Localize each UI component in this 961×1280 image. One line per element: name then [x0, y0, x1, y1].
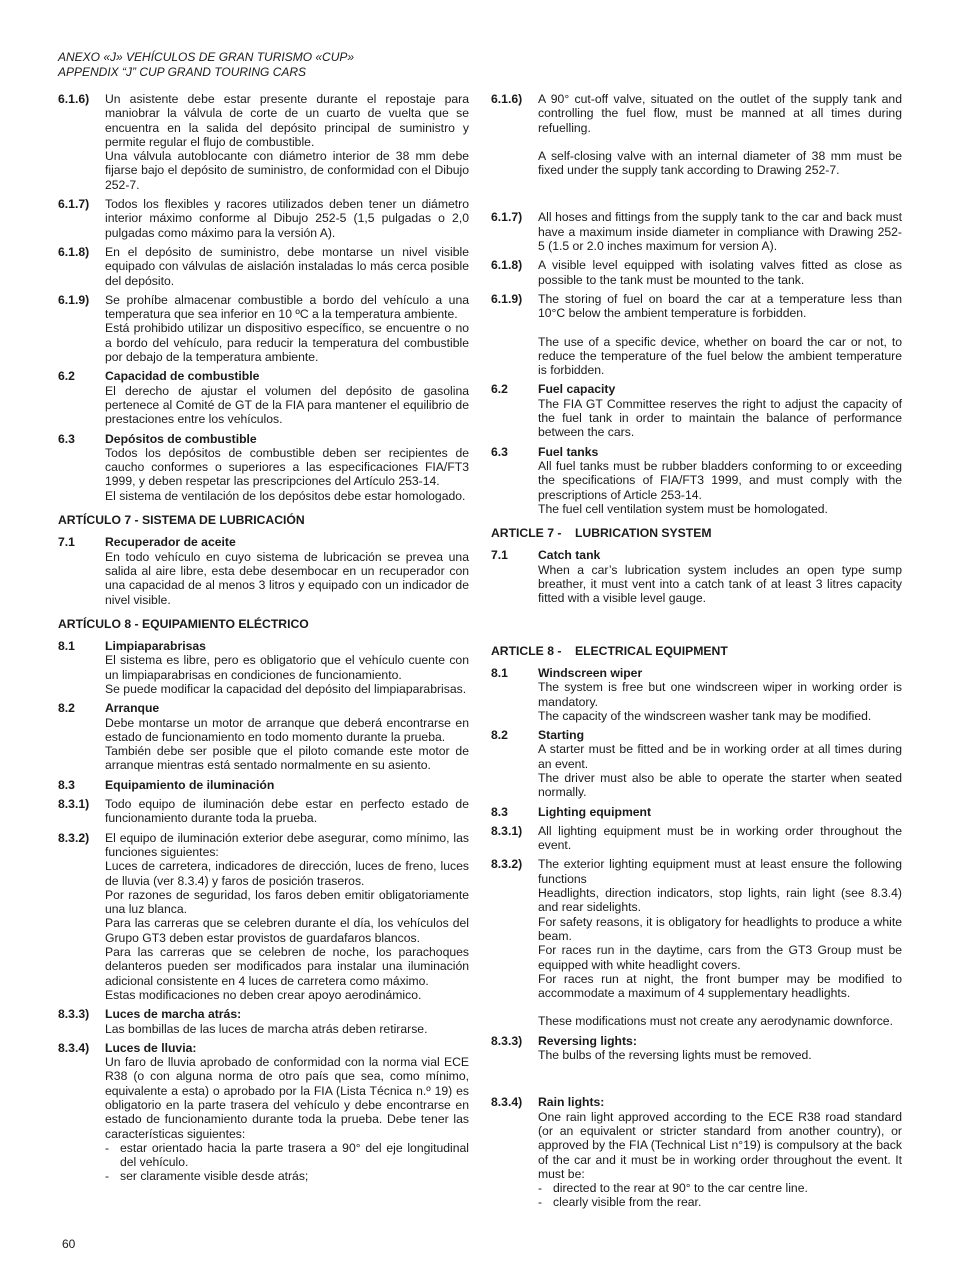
section-number: 8.3.4): [491, 1095, 523, 1110]
paragraph: The FIA GT Committee reserves the right to adjust the capacity of the fuel tank in order to maintain the balance of performance between the cars.: [538, 396, 902, 440]
section-number: 8.2: [491, 728, 508, 743]
page-header: [58, 50, 354, 80]
section-6-1-7: [58, 197, 469, 240]
paragraph: The storing of fuel on board the car at a temperature less than 10°C below the ambient temperature is forbidden.: [538, 291, 902, 321]
section-title: Reversing lights:: [538, 1033, 637, 1048]
list-item-text: ser claramente visible desde atrás;: [120, 1169, 309, 1184]
page-number: 60: [62, 1237, 76, 1251]
article-7-heading: ARTICLE 7 - LUBRICATION SYSTEM: [491, 526, 712, 541]
section-title: Lighting equipment: [538, 804, 652, 819]
paragraph: Luces de carretera, indicadores de dirección, luces de freno, luces de lluvia (ver 8.3.4) y faros de posición traseros.: [105, 859, 469, 888]
section-7-1: [58, 535, 469, 606]
paragraph: También debe ser posible que el piloto comande este motor de arranque mientras está sentado normalmente en su asiento.: [105, 744, 469, 773]
section-8-3-3: [491, 1034, 902, 1091]
section-8-3: [491, 805, 902, 819]
paragraph: A self-closing valve with an internal diameter of 38 mm must be fixed under the supply tank according to Drawing 252-7.: [538, 148, 902, 178]
paragraph: The use of a specific device, whether on board the car or not, to reduce the temperature of the fuel below the ambient temperature is forbidden.: [538, 334, 902, 378]
section-number: 6.3: [58, 431, 75, 446]
section-number: 8.3: [58, 777, 75, 792]
section-title: Fuel capacity: [538, 382, 616, 397]
section-number: 8.3.1): [58, 797, 90, 812]
paragraph: Headlights, direction indicators, stop lights, rain light (see 8.3.4) and rear sidelights.: [538, 886, 902, 915]
section-number: 7.1: [491, 548, 508, 563]
section-number: 8.1: [491, 665, 508, 680]
section-6-1-7: [491, 210, 902, 253]
section-8-1: [491, 666, 902, 723]
section-8-2: [58, 701, 469, 772]
paragraph: For safety reasons, it is obligatory for headlights to produce a white beam.: [538, 914, 902, 943]
section-title: Recuperador de aceite: [105, 535, 236, 550]
list-item: [105, 1141, 469, 1170]
paragraph: Todo equipo de iluminación debe estar en perfecto estado de funcionamiento durante toda la prueba.: [105, 797, 469, 826]
section-title: Catch tank: [538, 548, 601, 563]
paragraph: One rain light approved according to the ECE R38 road standard (or an equivalent or stricter standard from another country), or approved by the FIA (Technical List n°19) is compulsory at the back of the car and it must be in working order throughout the event. It must be:: [538, 1109, 902, 1181]
paragraph: All hoses and fittings from the supply tank to the car and back must have a maximum inside diameter in compliance with Drawing 252-5 (1.5 or 2.0 inches maximum for version A).: [538, 210, 902, 254]
article-8-heading: ARTÍCULO 8 - EQUIPAMIENTO ELÉCTRICO: [58, 616, 309, 631]
section-8-3-2: [58, 831, 469, 1003]
paragraph: These modifications must not create any aerodynamic downforce.: [538, 1014, 893, 1029]
section-number: 6.2: [58, 369, 75, 384]
list-item: [538, 1195, 902, 1209]
section-6-2: [58, 369, 469, 426]
paragraph: Para las carreras que se celebren de noche, los parachoques delanteros pueden ser modificados para instalar una iluminación adicional consistente en 4 luces de carretera como máximo.: [105, 945, 469, 988]
section-number: 6.2: [491, 382, 508, 397]
paragraph: The capacity of the windscreen washer tank may be modified.: [538, 708, 872, 723]
section-6-1-8: [58, 245, 469, 288]
paragraph: El sistema de ventilación de los depósitos debe estar homologado.: [105, 488, 466, 503]
header-line-es: ANEXO «J» VEHÍCULOS DE GRAN TURISMO «CUP»: [58, 50, 355, 64]
section-number: 6.1.6): [491, 92, 523, 106]
paragraph: Para las carreras que se celebren durante el día, los vehículos del Grupo GT3 deben estar provistos de guardafaros blancos.: [105, 916, 469, 945]
paragraph: Un asistente debe estar presente durante el repostaje para maniobrar la válvula de corte de un cuarto de vuelta que se encuentra en la salida del depósito principal de suministro y permite regular el flujo de combustible.: [105, 92, 469, 149]
section-title: Limpiaparabrisas: [105, 639, 206, 654]
paragraph: Todos los depósitos de combustible deben ser recipientes de caucho conformes o superiores a las especificaciones FIA/FT3 1999, y deben respetar las prescripciones del Artículo 253-14.: [105, 445, 469, 489]
section-number: 8.3.3): [491, 1033, 523, 1048]
section-number: 8.3: [491, 804, 508, 819]
paragraph: Por razones de seguridad, los faros deben emitir obligatoriamente una luz blanca.: [105, 887, 469, 917]
list-item: [538, 1181, 902, 1195]
paragraph: All fuel tanks must be rubber bladders conforming to or exceeding the specifications of FIA/FT3 1999, and must comply with the prescriptions of Article 253-14.: [538, 458, 902, 502]
paragraph: A starter must be fitted and be in working order at all times during an event.: [538, 742, 902, 771]
section-number: 8.3.1): [491, 823, 523, 838]
section-title: Equipamiento de iluminación: [105, 777, 275, 792]
list-item-text: estar orientado hacia la parte trasera a 90° del eje longitudinal del vehículo.: [120, 1140, 469, 1170]
section-6-1-9: [491, 292, 902, 377]
header-line-en: APPENDIX “J” CUP GRAND TOURING CARS: [58, 65, 307, 79]
section-number: 7.1: [58, 535, 75, 550]
section-title: Luces de marcha atrás:: [105, 1007, 242, 1022]
section-number: 6.1.9): [58, 292, 90, 307]
paragraph: Estas modificaciones no deben crear apoyo aerodinámico.: [105, 987, 422, 1002]
section-6-3: [491, 445, 902, 516]
section-title: Windscreen wiper: [538, 665, 643, 680]
section-number: 8.3.2): [491, 857, 523, 872]
section-8-3-1: [58, 797, 469, 826]
section-6-1-6: [58, 92, 469, 192]
section-8-3-4: [58, 1041, 469, 1184]
paragraph: En el depósito de suministro, debe montarse un nivel visible equipado con válvulas de aislación instaladas lo más cerca posible del depósito.: [105, 244, 469, 288]
paragraph: Un faro de lluvia aprobado de conformidad con la norma vial ECE R38 (o con alguna norma de otro país que sea, como mínimo, equivalente a esta) o aprobado por la FIA (Lista Técnica n.º 19) es obligatorio en la parte trasera del vehículo y debe encontrarse en estado de funcionamiento durante toda la prueba. Debe tener las características siguientes:: [105, 1055, 469, 1141]
paragraph: Se puede modificar la capacidad del depósito del limpiaparabrisas.: [105, 681, 467, 696]
paragraph: Está prohibido utilizar un dispositivo específico, se encuentre o no a bordo del vehículo, para reducir la temperatura del combustible por debajo de la temperatura ambiente.: [105, 321, 469, 365]
paragraph: For races run at night, the front bumper may be modified to accommodate a maximum of 4 supplementary headlights.: [538, 971, 902, 1001]
section-title: Rain lights:: [538, 1095, 605, 1110]
section-number: 8.3.3): [58, 1007, 90, 1022]
list-item: [105, 1169, 469, 1183]
list-item-text: directed to the rear at 90° to the car centre line.: [553, 1181, 808, 1196]
section-8-3-3: [58, 1007, 469, 1036]
paragraph: A 90° cut-off valve, situated on the outlet of the supply tank and controlling the fuel flow, must be manned at all times during refuelling.: [538, 92, 902, 135]
section-title: Luces de lluvia:: [105, 1040, 197, 1055]
section-number: 8.3.4): [58, 1040, 90, 1055]
paragraph: For races run in the daytime, cars from the GT3 Group must be equipped with white headlight covers.: [538, 943, 902, 972]
section-6-3: [58, 432, 469, 503]
section-8-3-1: [491, 824, 902, 853]
paragraph: All lighting equipment must be in working order throughout the event.: [538, 823, 902, 853]
paragraph: Todos los flexibles y racores utilizados deben tener un diámetro interior máximo conforme al Dibujo 252-5 (1,5 pulgadas o 2,0 pulgadas como máximo para la versión A).: [105, 197, 469, 240]
paragraph: The system is free but one windscreen wiper in working order is mandatory.: [538, 680, 902, 709]
paragraph: El equipo de iluminación exterior debe asegurar, como mínimo, las funciones siguientes:: [105, 830, 469, 859]
section-number: 6.1.8): [58, 244, 90, 259]
section-8-3-2: [491, 857, 902, 1028]
spanish-column: [58, 92, 469, 1189]
paragraph: El sistema es libre, pero es obligatorio que el vehículo cuente con un limpiaparabrisas en condiciones de funcionamiento.: [105, 653, 469, 682]
paragraph: When a car’s lubrication system includes an open type sump breather, it must vent into a catch tank of at least 3 litres capacity fitted with a visible level gauge.: [538, 562, 902, 606]
section-number: 8.1: [58, 639, 75, 654]
section-number: 8.3.2): [58, 830, 90, 845]
english-column: [491, 92, 902, 1215]
section-number: 6.1.8): [491, 258, 523, 273]
section-6-1-8: [491, 258, 902, 287]
section-title: Capacidad de combustible: [105, 369, 260, 384]
list-dash: -: [538, 1181, 543, 1196]
section-number: 6.1.6): [58, 92, 90, 106]
list-dash: -: [105, 1169, 110, 1184]
list-dash: -: [538, 1195, 543, 1210]
section-8-2: [491, 728, 902, 799]
paragraph: A visible level equipped with isolating valves fitted as close as possible to the tank must be mounted to the tank.: [538, 258, 902, 287]
section-7-1: [491, 548, 902, 633]
section-8-3: [58, 778, 469, 792]
section-6-2: [491, 382, 902, 439]
list-dash: -: [105, 1140, 110, 1155]
section-number: 6.1.7): [58, 197, 90, 212]
list-item-text: clearly visible from the rear.: [553, 1195, 702, 1210]
section-title: Starting: [538, 728, 585, 743]
section-number: 8.2: [58, 701, 75, 716]
section-title: Fuel tanks: [538, 444, 599, 459]
paragraph: Debe montarse un motor de arranque que deberá encontrarse en estado de funcionamiento en todo momento durante la prueba.: [105, 715, 469, 744]
paragraph: Las bombillas de las luces de marcha atrás deben retirarse.: [105, 1021, 428, 1036]
section-8-3-4: [491, 1095, 902, 1209]
section-number: 6.3: [491, 444, 508, 459]
paragraph: The driver must also be able to operate the starter when seated normally.: [538, 770, 902, 800]
paragraph: En todo vehículo en cuyo sistema de lubricación se prevea una salida al aire libre, esta debe desembocar en un recuperador con una capacidad de al menos 3 litros y equipado con un indicador de nivel visible.: [105, 549, 469, 607]
section-number: 6.1.7): [491, 210, 523, 225]
section-number: 6.1.9): [491, 291, 523, 306]
paragraph: The bulbs of the reversing lights must be removed.: [538, 1048, 812, 1063]
section-6-1-6: [491, 92, 902, 205]
paragraph: Una válvula autoblocante con diámetro interior de 38 mm debe fijarse bajo el depósito de suministro, de conformidad con el Dibujo 252-7.: [105, 149, 469, 192]
section-title: Depósitos de combustible: [105, 431, 257, 446]
paragraph: Se prohíbe almacenar combustible a bordo del vehículo a una temperatura que sea inferior en 10 ºC a la temperatura ambiente.: [105, 292, 469, 322]
paragraph: The fuel cell ventilation system must be homologated.: [538, 501, 828, 516]
paragraph: The exterior lighting equipment must at least ensure the following functions: [538, 857, 902, 886]
article-7-heading: ARTÍCULO 7 - SISTEMA DE LUBRICACIÓN: [58, 513, 305, 528]
section-6-1-9: [58, 293, 469, 364]
section-8-1: [58, 639, 469, 696]
paragraph: El derecho de ajustar el volumen del depósito de gasolina pertenece al Comité de GT de la FIA para mantener el equilibrio de prestaciones entre los vehículos.: [105, 383, 469, 427]
article-8-heading: ARTICLE 8 - ELECTRICAL EQUIPMENT: [491, 643, 728, 658]
section-title: Arranque: [105, 701, 160, 716]
